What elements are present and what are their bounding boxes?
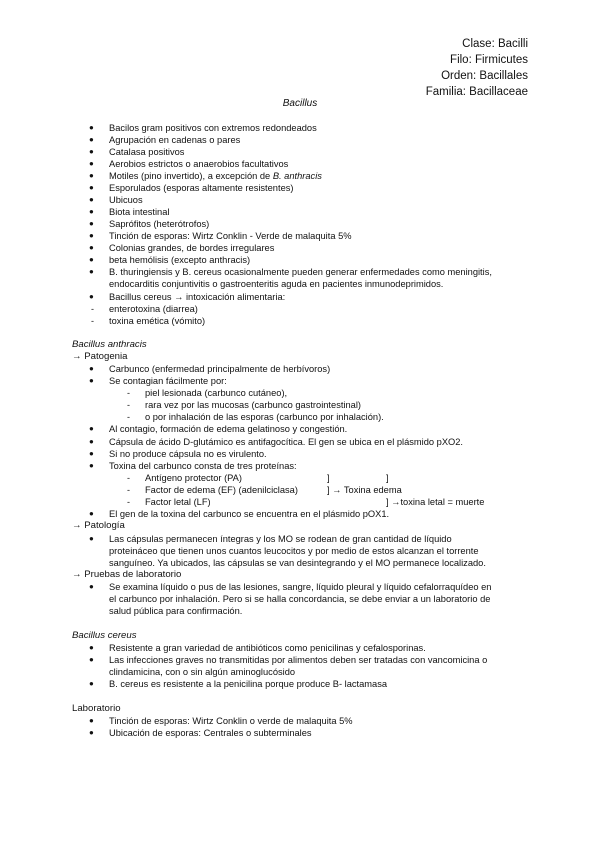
list-item-continuation: el carbunco por inhalación. Pero si se halla concordancia, se debe enviar a un laboratorio de: [109, 594, 491, 604]
list-item: Aerobios estrictos o anaerobios facultativos: [109, 159, 289, 169]
list-item: Tinción de esporas: Wirtz Conklin o verde de malaquita 5%: [109, 716, 353, 726]
bullet-icon: ●: [89, 231, 94, 240]
bullet-icon: ●: [89, 534, 94, 543]
list-item: Biota intestinal: [109, 207, 170, 217]
list-item: Saprófitos (heterótrofos): [109, 219, 210, 229]
bullet-icon: ●: [89, 437, 94, 446]
bullet-icon: ●: [89, 219, 94, 228]
list-item: Toxina del carbunco consta de tres proteínas:: [109, 461, 297, 471]
bullet-icon: ●: [89, 655, 94, 664]
bullet-icon: ●: [89, 255, 94, 264]
list-item: Las infecciones graves no transmitidas por alimentos deben ser tratadas con vancomicina o: [109, 655, 488, 665]
subheading-pruebas: → Pruebas de laboratorio: [72, 569, 182, 580]
list-item-continuation: endocarditis conjuntivitis o gastroenteritis aguda en pacientes inmunodeprimidos.: [109, 279, 444, 289]
bullet-icon: ●: [89, 123, 94, 132]
sub-list-item: piel lesionada (carbunco cutáneo),: [145, 388, 288, 398]
bullet-icon: ●: [89, 449, 94, 458]
bullet-icon: ●: [89, 716, 94, 725]
list-item: toxina emética (vómito): [109, 316, 206, 326]
toxin-result: ] → Toxina edema: [327, 485, 402, 495]
bullet-icon: ●: [89, 195, 94, 204]
dash-icon: -: [127, 412, 130, 422]
toxin-name: Antígeno protector (PA): [145, 473, 242, 483]
list-item: Tinción de esporas: Wirtz Conklin - Verde de malaquita 5%: [109, 231, 352, 241]
toxin-name: Factor letal (LF): [145, 497, 211, 507]
list-item: beta hemólisis (excepto anthracis): [109, 255, 251, 265]
bullet-icon: ●: [89, 135, 94, 144]
section-heading-cereus: Bacillus cereus: [72, 630, 137, 641]
list-item: Se examina líquido o pus de las lesiones, sangre, líquido pleural y líquido cefalorraquídeo en: [109, 582, 492, 592]
bullet-icon: ●: [89, 461, 94, 470]
sub-list-item: o por inhalación de las esporas (carbunco por inhalación).: [145, 412, 384, 422]
bullet-icon: ●: [89, 183, 94, 192]
dash-icon: -: [91, 316, 94, 326]
list-item-continuation: sanguíneo. Ya ubicados, las cápsulas se van desintegrando y el MO permanece localizado.: [109, 558, 486, 568]
list-item: B. thuringiensis y B. cereus ocasionalmente pueden generar enfermedades como meningitis,: [109, 267, 492, 277]
bullet-icon: ●: [89, 582, 94, 591]
dash-icon: -: [91, 304, 94, 314]
list-item: Catalasa positivos: [109, 147, 185, 157]
bullet-icon: ●: [89, 364, 94, 373]
list-item: Esporulados (esporas altamente resistentes): [109, 183, 294, 193]
list-item: B. cereus es resistente a la penicilina porque produce B- lactamasa: [109, 679, 388, 689]
toxin-bracket: ]: [327, 473, 330, 483]
bullet-icon: ●: [89, 679, 94, 688]
bullet-icon: ●: [89, 509, 94, 518]
list-item: Las cápsulas permanecen íntegras y los MO se rodean de gran cantidad de líquido: [109, 534, 452, 544]
subheading-patogenia: → Patogenia: [72, 351, 128, 362]
bullet-icon: ●: [89, 728, 94, 737]
list-item: Si no produce cápsula no es virulento.: [109, 449, 267, 459]
list-item-italic: B. anthracis: [272, 171, 322, 181]
list-item: [109, 170, 322, 182]
dash-icon: -: [127, 388, 130, 398]
toxin-name: Factor de edema (EF) (adenilciclasa): [145, 485, 298, 495]
list-item: Cápsula de ácido D-glutámico es antifagocítica. El gen se ubica en el plásmido pXO2.: [109, 437, 463, 447]
list-item: Ubicuos: [109, 195, 143, 205]
bullet-icon: ●: [89, 267, 94, 276]
header-orden: Orden: Bacillales: [441, 70, 528, 82]
list-item-continuation: proteináceo que tienen unos cuantos leucocitos y por medio de estos alcanzan el torrente: [109, 546, 479, 556]
sub-list-item: rara vez por las mucosas (carbunco gastrointestinal): [145, 400, 361, 410]
list-item: Ubicación de esporas: Centrales o subterminales: [109, 728, 312, 738]
bullet-icon: ●: [89, 243, 94, 252]
list-item: Carbunco (enfermedad principalmente de herbívoros): [109, 364, 331, 374]
bullet-icon: ●: [89, 159, 94, 168]
list-item: Al contagio, formación de edema gelatinoso y congestión.: [109, 424, 348, 434]
header-clase: Clase: Bacilli: [462, 38, 528, 50]
header-familia: Familia: Bacillaceae: [425, 86, 528, 98]
toxin-result: ] →toxina letal = muerte: [386, 497, 485, 507]
subheading-patologia: → Patología: [72, 520, 125, 531]
dash-icon: -: [127, 473, 130, 483]
section-heading-laboratorio: Laboratorio: [72, 703, 121, 714]
list-item: Colonias grandes, de bordes irregulares: [109, 243, 275, 253]
dash-icon: -: [127, 497, 130, 507]
bullet-icon: ●: [89, 643, 94, 652]
page-title: Bacillus: [282, 98, 318, 109]
bullet-icon: ●: [89, 424, 94, 433]
bullet-icon: ●: [89, 171, 94, 180]
list-item-continuation: salud pública para confirmación.: [109, 606, 243, 616]
header-filo: Filo: Firmicutes: [450, 54, 528, 66]
list-item: Agrupación en cadenas o pares: [109, 135, 241, 145]
dash-icon: -: [127, 485, 130, 495]
list-item-continuation: clindamicina, con o sin algún aminoglucósido: [109, 667, 296, 677]
toxin-bracket: ]: [386, 473, 389, 483]
bullet-icon: ●: [89, 376, 94, 385]
bullet-icon: ●: [89, 207, 94, 216]
list-item: Bacilos gram positivos con extremos redondeados: [109, 123, 317, 133]
bullet-icon: ●: [89, 147, 94, 156]
list-item: enterotoxina (diarrea): [109, 304, 198, 314]
list-item-text: Motiles (pino invertido), a excepción de: [109, 171, 273, 181]
bullet-icon: ●: [89, 292, 94, 301]
list-item: Se contagian fácilmente por:: [109, 376, 227, 386]
list-item: Bacillus cereus → intoxicación alimentaria:: [109, 292, 286, 302]
list-item: Resistente a gran variedad de antibióticos como penicilinas y cefalosporinas.: [109, 643, 426, 653]
dash-icon: -: [127, 400, 130, 410]
section-heading-anthracis: Bacillus anthracis: [72, 339, 147, 350]
list-item: El gen de la toxina del carbunco se encuentra en el plásmido pOX1.: [109, 509, 390, 519]
